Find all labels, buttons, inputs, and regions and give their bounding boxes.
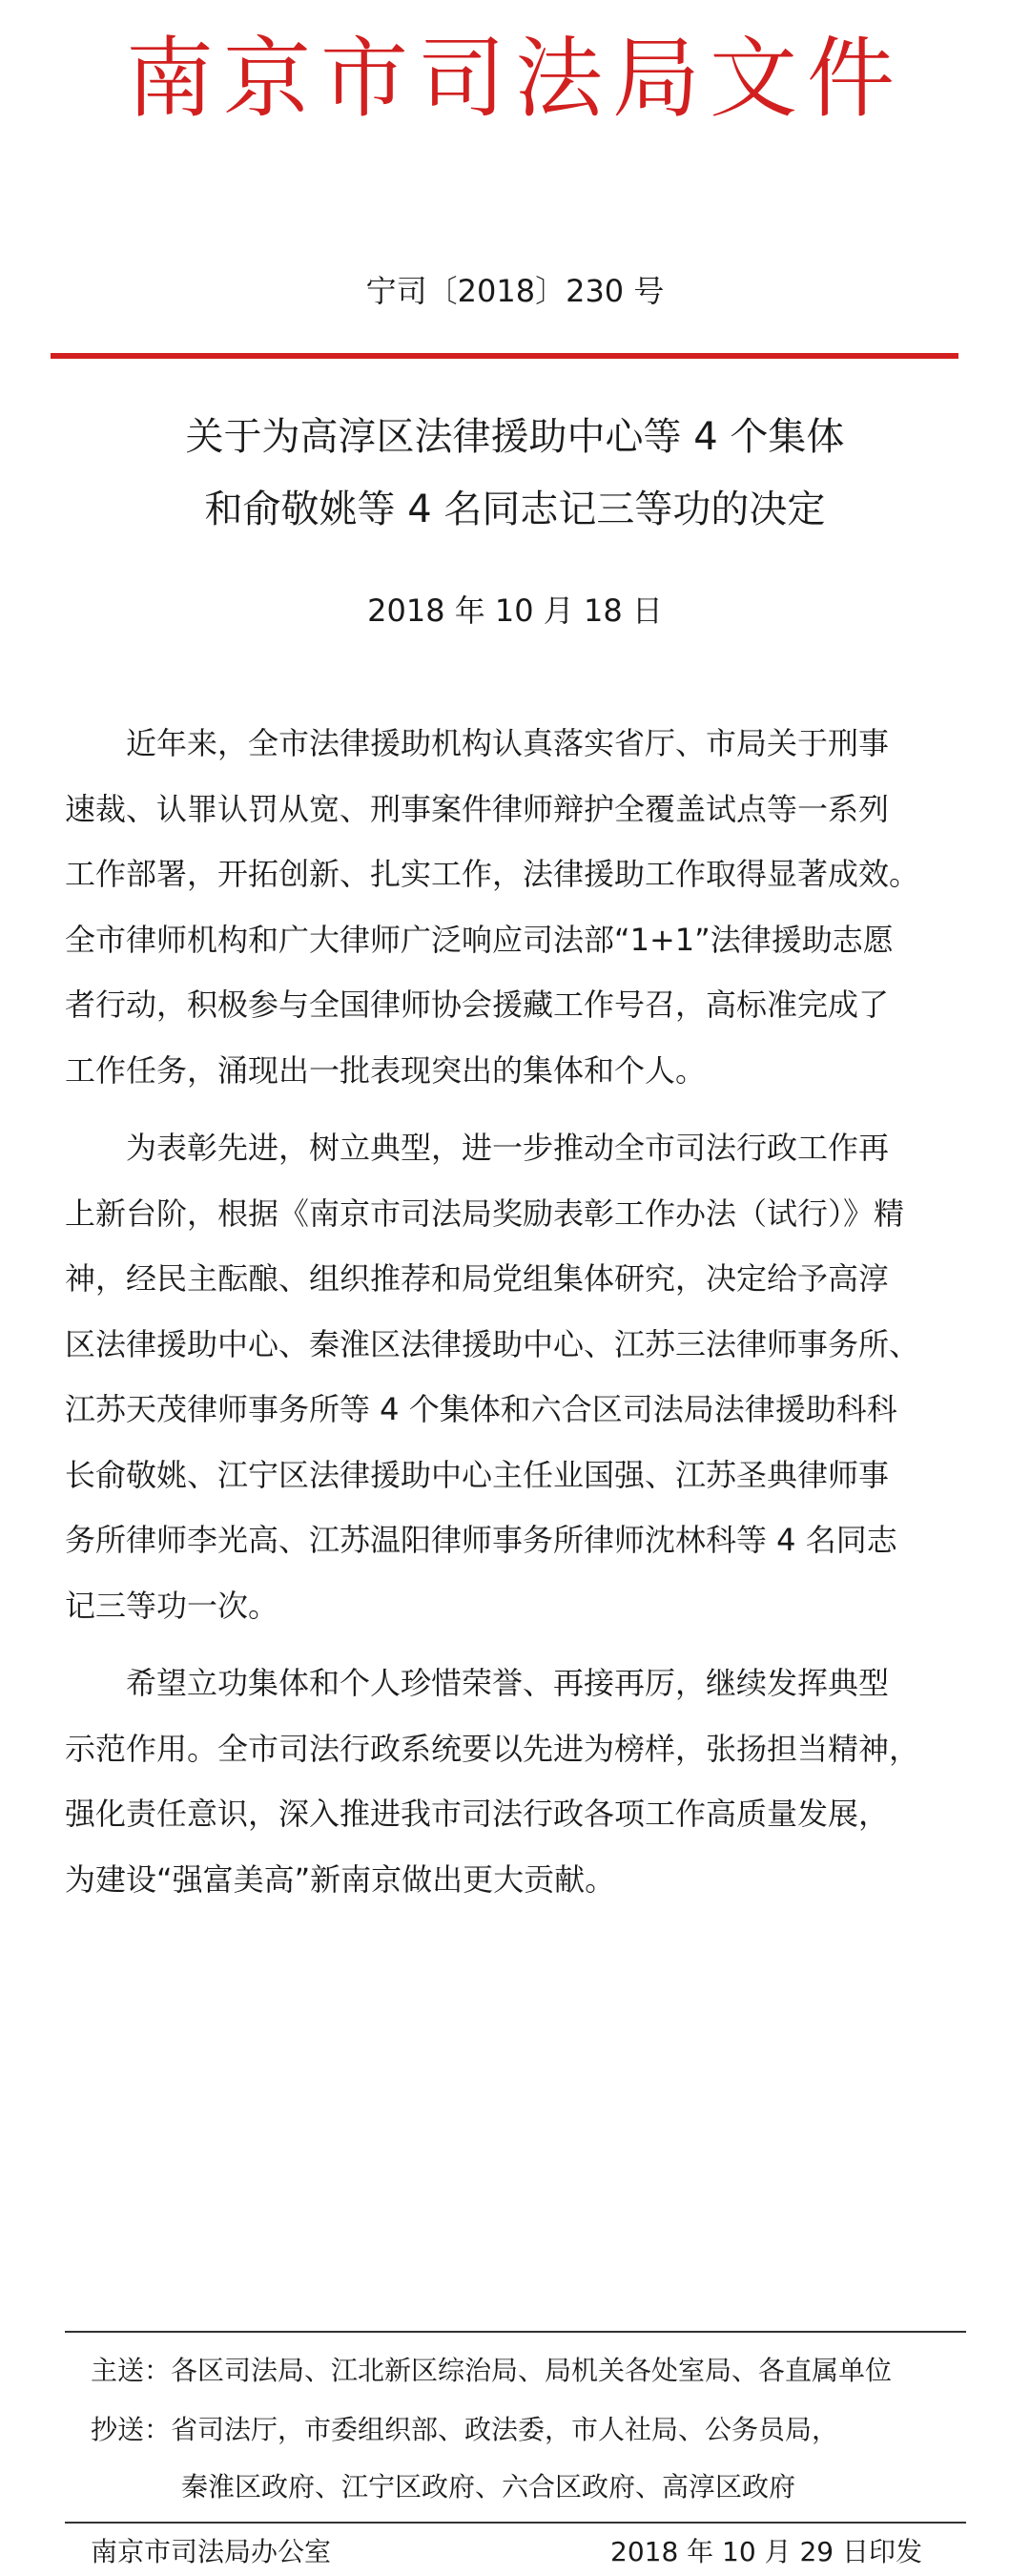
text-line: 记三等功一次。: [65, 1587, 279, 1624]
paragraph: [65, 1651, 966, 1912]
document-number: 宁司〔2018〕230 号: [365, 273, 665, 309]
main-recipients-row: [91, 2347, 892, 2395]
text-line: 示范作用。全市司法行政系统要以先进为榜样，张扬担当精神，: [65, 1730, 920, 1767]
text-line: 为建设“强富美高”新南京做出更大贡献。: [65, 1860, 616, 1898]
decision-title-line: 关于为高淳区法律援助中心等 4 个集体: [185, 415, 845, 459]
text-line: 速裁、认罪认罚从宽、刑事案件律师辩护全覆盖试点等一系列: [65, 790, 890, 827]
footer-middle-rule: [65, 2522, 966, 2524]
main-recipients-label: 主送：: [91, 2355, 172, 2386]
text-line: 者行动，积极参与全国律师协会援藏工作号召，高标准完成了: [65, 987, 890, 1023]
text-line: 江苏天茂律师事务所等 4 个集体和六合区司法局法律援助科科: [65, 1391, 897, 1427]
cc-list-line: 秦淮区政府、江宁区政府、六合区政府、高淳区政府: [181, 2471, 796, 2503]
text-line: 神，经民主酝酿、组织推荐和局党组集体研究，决定给予高淳: [65, 1260, 890, 1297]
header-divider: [51, 353, 958, 359]
text-line: 工作部署，开拓创新、扎实工作，法律援助工作取得显著成效。: [65, 856, 920, 892]
text-line: 区法律援助中心、秦淮区法律援助中心、江苏三法律师事务所、: [65, 1325, 920, 1362]
document-header-title: 南京市司法局文件: [125, 28, 904, 130]
text-line: 为表彰先进，树立典型，进一步推动全市司法行政工作再: [65, 1130, 890, 1166]
decision-title-line: 和俞敬姚等 4 名同志记三等功的决定: [204, 488, 826, 531]
text-line: 近年来，全市法律援助机构认真落实省厅、市局关于刑事: [65, 725, 890, 761]
cc-row: [91, 2406, 838, 2454]
paragraph: [65, 711, 966, 1103]
cc-label: 抄送：: [91, 2414, 172, 2445]
footer-top-rule: [65, 2331, 966, 2333]
text-line: 全市律师机构和广大律师广泛响应司法部“1+1”法律援助志愿: [65, 921, 894, 958]
text-line: 上新台阶，根据《南京市司法局奖励表彰工作办法（试行）》精: [65, 1195, 905, 1232]
main-recipients-list: 各区司法局、江北新区综治局、局机关各处室局、各直属单位: [171, 2355, 893, 2386]
paragraph: [65, 1115, 966, 1638]
decision-date: 2018 年 10 月 18 日: [367, 592, 663, 629]
text-line: 强化责任意识，深入推进我市司法行政各项工作高质量发展，: [65, 1796, 890, 1832]
text-line: 工作任务，涌现出一批表现突出的集体和个人。: [65, 1051, 707, 1089]
issue-date: 2018 年 10 月 29 日印发: [610, 2536, 923, 2567]
text-line: 希望立功集体和个人珍惜荣誉、再接再厉，继续发挥典型: [65, 1665, 890, 1701]
document-body: [65, 711, 966, 1924]
text-line: 长俞敬姚、江宁区法律援助中心主任业国强、江苏圣典律师事: [65, 1456, 890, 1493]
text-line: 务所律师李光高、江苏温阳律师事务所律师沈林科等 4 名同志: [65, 1522, 897, 1558]
cc-list-line: 省司法厅，市委组织部、政法委，市人社局、公务员局，: [171, 2414, 839, 2445]
decision-title: [0, 401, 1030, 546]
issuer-office: 南京市司法局办公室: [91, 2536, 332, 2567]
